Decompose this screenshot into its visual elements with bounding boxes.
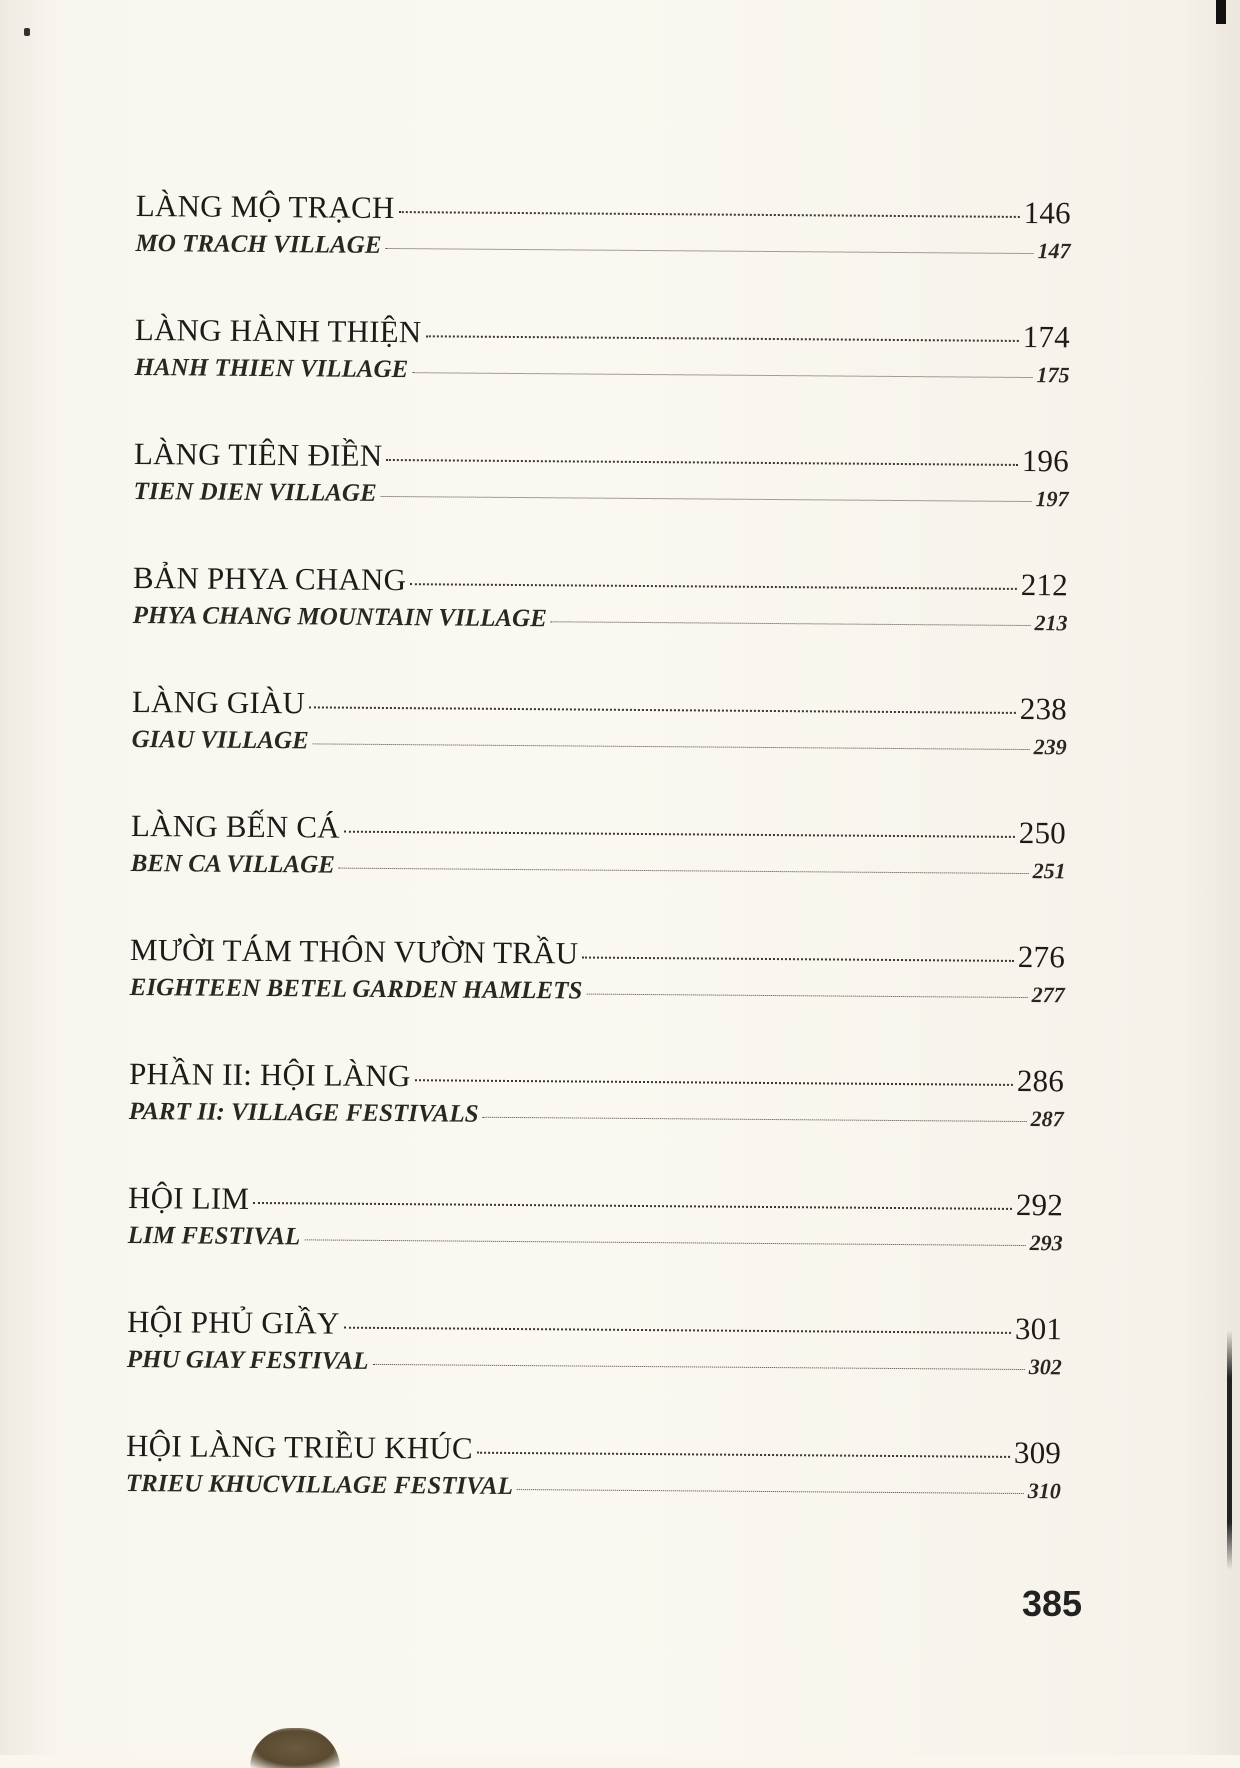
vietnamese-title: MƯỜI TÁM THÔN VƯỜN TRẦU: [129, 931, 579, 971]
toc-entry: [126, 1304, 1062, 1435]
dot-leader: [385, 248, 1033, 254]
page-number: 385: [1022, 1583, 1083, 1624]
dot-leader: [425, 335, 1018, 342]
dot-leader: [339, 868, 1029, 874]
english-title: PHU GIAY FESTIVAL: [126, 1345, 369, 1375]
dot-leader: [253, 1202, 1012, 1210]
dot-leader: [410, 583, 1017, 590]
vietnamese-page-number: 286: [1016, 1062, 1065, 1099]
vietnamese-page-number: 276: [1017, 938, 1066, 975]
table-of-contents: [125, 188, 1071, 1559]
vietnamese-line: [128, 1180, 1063, 1229]
vietnamese-title: HỘI LÀNG TRIỀU KHÚC: [125, 1427, 474, 1466]
english-page-number: 213: [1034, 610, 1068, 636]
dot-leader: [551, 621, 1031, 626]
dot-leader: [372, 1364, 1024, 1370]
vietnamese-title: LÀNG BẾN CÁ: [130, 807, 340, 845]
dot-leader: [398, 211, 1019, 218]
vietnamese-title: LÀNG MỘ TRẠCH: [135, 188, 395, 226]
english-line: [133, 478, 1068, 519]
english-title: PART II: VILLAGE FESTIVALS: [128, 1097, 479, 1128]
dot-leader: [586, 994, 1027, 998]
english-line: [128, 1222, 1063, 1263]
vietnamese-page-number: 301: [1014, 1310, 1063, 1347]
english-title: TRIEU KHUCVILLAGE FESTIVAL: [125, 1469, 514, 1501]
english-title: GIAU VILLAGE: [131, 725, 309, 755]
dot-leader: [344, 1327, 1011, 1334]
english-page-number: 310: [1027, 1478, 1061, 1504]
vietnamese-page-number: 309: [1013, 1434, 1062, 1471]
toc-entry: [132, 560, 1068, 691]
dot-leader: [381, 496, 1032, 502]
page-edge-mark: [1216, 0, 1226, 24]
vietnamese-title: LÀNG GIÀU: [131, 683, 306, 721]
page-edge-shadow: [1227, 1330, 1232, 1570]
vietnamese-line: [127, 1304, 1062, 1353]
vietnamese-page-number: 292: [1015, 1186, 1064, 1223]
dot-leader: [415, 1079, 1013, 1086]
vietnamese-line: [135, 312, 1070, 361]
vietnamese-line: [133, 560, 1068, 609]
vietnamese-line: [129, 1056, 1064, 1105]
vietnamese-line: [134, 436, 1069, 485]
english-line: [134, 354, 1069, 395]
english-page-number: 147: [1037, 238, 1071, 264]
english-page-number: 287: [1030, 1106, 1064, 1132]
dot-leader: [412, 372, 1032, 378]
english-title: TIEN DIEN VILLAGE: [133, 477, 377, 507]
english-title: EIGHTEEN BETEL GARDEN HAMLETS: [129, 973, 583, 1005]
dot-leader: [517, 1489, 1024, 1494]
dot-leader: [477, 1452, 1010, 1458]
vietnamese-title: BẢN PHYA CHANG: [132, 559, 407, 598]
english-line: [127, 1346, 1062, 1387]
english-page-number: 251: [1032, 858, 1066, 884]
vietnamese-title: HỘI PHỦ GIẦY: [126, 1303, 340, 1341]
toc-entry: [129, 932, 1065, 1063]
english-page-number: 293: [1029, 1230, 1063, 1256]
english-line: [132, 726, 1067, 767]
vietnamese-title: PHẦN II: HỘI LÀNG: [128, 1055, 411, 1094]
toc-entry: [130, 808, 1066, 939]
english-line: [126, 1470, 1061, 1511]
vietnamese-line: [130, 932, 1065, 981]
vietnamese-line: [131, 808, 1066, 857]
dot-leader: [582, 957, 1014, 962]
dot-leader: [483, 1117, 1027, 1122]
vietnamese-title: HỘI LIM: [127, 1179, 250, 1216]
toc-entry: [133, 436, 1069, 567]
english-line: [131, 850, 1066, 891]
english-page-number: 175: [1036, 362, 1070, 388]
english-line: [130, 974, 1065, 1015]
english-title: PHYA CHANG MOUNTAIN VILLAGE: [132, 601, 547, 633]
toc-entry: [127, 1180, 1063, 1311]
dot-leader: [386, 459, 1017, 466]
dot-leader: [304, 1239, 1025, 1246]
vietnamese-page-number: 146: [1023, 194, 1071, 231]
english-title: BEN CA VILLAGE: [130, 849, 336, 879]
english-line: [129, 1098, 1064, 1139]
dot-leader: [313, 743, 1030, 750]
toc-entry: [134, 312, 1070, 443]
vietnamese-line: [126, 1428, 1061, 1477]
english-line: [132, 602, 1067, 643]
ink-speck: [24, 28, 30, 36]
dot-leader: [344, 831, 1015, 838]
vietnamese-page-number: 196: [1021, 442, 1070, 479]
toc-entry: [125, 1428, 1061, 1559]
english-page-number: 239: [1033, 734, 1067, 760]
english-title: HANH THIEN VILLAGE: [134, 353, 409, 384]
vietnamese-title: LÀNG TIÊN ĐIỀN: [133, 435, 383, 473]
toc-entry: [131, 684, 1067, 815]
dot-leader: [309, 706, 1016, 714]
english-page-number: 302: [1028, 1354, 1062, 1380]
vietnamese-line: [132, 684, 1067, 733]
thumb-shadow: [250, 1728, 340, 1768]
vietnamese-page-number: 250: [1018, 814, 1067, 851]
english-title: LIM FESTIVAL: [127, 1221, 301, 1251]
vietnamese-page-number: 212: [1020, 566, 1069, 603]
english-title: MO TRACH VILLAGE: [135, 229, 382, 259]
english-line: [135, 230, 1070, 271]
english-page-number: 277: [1031, 982, 1065, 1008]
english-page-number: 197: [1035, 486, 1069, 512]
toc-entry: [135, 188, 1071, 319]
vietnamese-page-number: 238: [1019, 690, 1068, 727]
toc-entry: [128, 1056, 1064, 1187]
vietnamese-title: LÀNG HÀNH THIỆN: [134, 311, 422, 350]
vietnamese-line: [136, 188, 1071, 237]
vietnamese-page-number: 174: [1022, 318, 1070, 355]
